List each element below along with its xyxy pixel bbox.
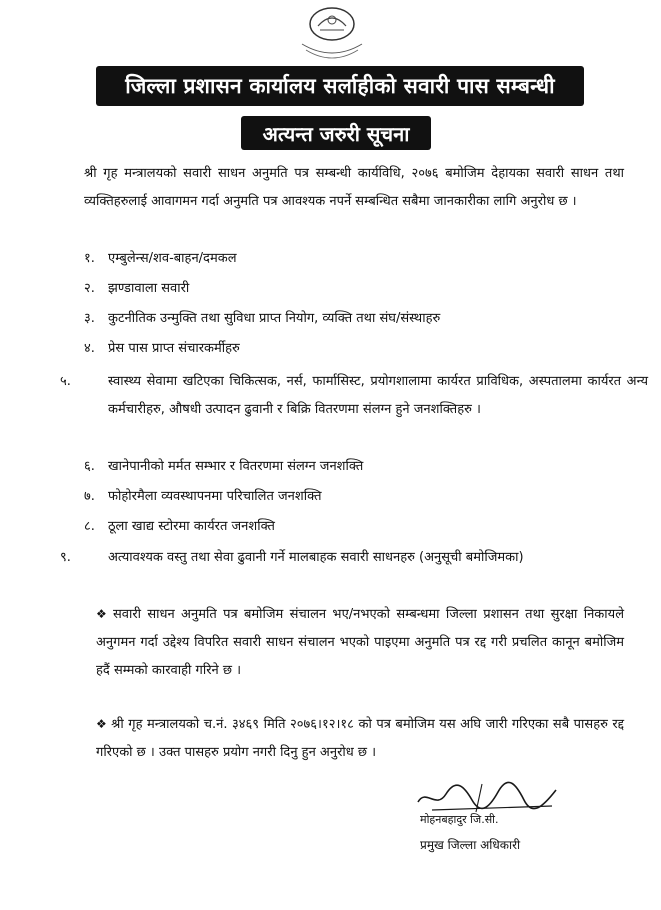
list-item-number: २. — [84, 281, 95, 296]
list-item-text: खानेपानीको मर्मत सम्भार र वितरणमा संलग्न जनशक्ति — [108, 459, 364, 474]
list-item — [84, 484, 624, 510]
list-item-text: कुटनीतिक उन्मुक्ति तथा सुविधा प्राप्त नियोग, व्यक्ति तथा संघ/संस्थाहरु — [108, 311, 441, 326]
handwritten-signature — [412, 780, 562, 816]
notice-title-text: जिल्ला प्रशासन कार्यालय सर्लाहीको सवारी पास सम्बन्धी — [125, 74, 555, 98]
list-item — [84, 514, 624, 540]
notice-subtitle — [241, 116, 431, 150]
list-item-text: झण्डावाला सवारी — [108, 281, 190, 296]
list-item — [60, 544, 648, 572]
diamond-bullet-icon: ❖ — [96, 717, 108, 731]
diamond-bullet-icon: ❖ — [96, 607, 109, 621]
intro-paragraph: श्री गृह मन्त्रालयको सवारी साधन अनुमति पत्र सम्बन्धी कार्यविधि, २०७६ बमोजिम देहायका सवारी साधन तथा व्यक्तिहरुलाई आवागमन गर्दा अनुमति पत्र आवश्यक नपर्ने सम्बन्धित सबैमा जानकारीका लागि अनुरोध छ । — [84, 166, 624, 209]
list-item-number: ४. — [84, 341, 95, 356]
note-text: श्री गृह मन्त्रालयको च.नं. ३४६९ मिति २०७६।१२।१८ को पत्र बमोजिम यस अघि जारी गरिएका सबै पासहरु रद्द गरिएको छ । उक्त पासहरु प्रयोग नगरी दिनु हुन अनुरोध छ । — [96, 717, 624, 760]
list-item-number: ७. — [84, 489, 95, 504]
list-item — [60, 368, 648, 424]
note-text: सवारी साधन अनुमति पत्र बमोजिम संचालन भए/नभएको सम्बन्धमा जिल्ला प्रशासन तथा सुरक्षा निकायले अनुगमन गर्दा उद्देश्य विपरित सवारी साधन संचालन भएको पाइएमा अनुमति पत्र रद्द गरी प्रचलित कानून बमोजिम हदैं सम्मको कारवाही गरिने छ । — [96, 607, 625, 678]
list-item-number: ३. — [84, 311, 95, 326]
signer-title: प्रमुख जिल्ला अधिकारी — [420, 838, 521, 852]
list-item-text: फोहोरमैला व्यवस्थापनमा परिचालित जनशक्ति — [108, 489, 322, 504]
list-item-number: ५. — [60, 374, 71, 389]
notice-title — [96, 66, 584, 106]
list-item-text: एम्बुलेन्स/शव-बाहन/दमकल — [108, 251, 237, 266]
list-item-number: ९. — [60, 550, 71, 565]
list-item-number: ६. — [84, 459, 95, 474]
signer-name: मोहनबहादुर जि.सी. — [420, 813, 499, 826]
government-seal-icon — [290, 4, 374, 68]
list-item-number: ८. — [84, 519, 95, 534]
notice-subtitle-text: अत्यन्त जरुरी सूचना — [262, 121, 410, 146]
list-item — [84, 336, 624, 362]
list-item-number: १. — [84, 251, 95, 266]
list-item-text: स्वास्थ्य सेवामा खटिएका चिकित्सक, नर्स, फार्मासिस्ट, प्रयोगशालामा कार्यरत प्राविधिक, अस्पतालमा कार्यरत अन्य कर्मचारीहरु, औषधी उत्पादन ढुवानी र बिक्रि वितरणमा संलग्न हुने जनशक्तिहरु । — [108, 374, 648, 417]
note-item — [96, 600, 624, 685]
note-item — [96, 710, 624, 767]
list-item — [84, 306, 624, 332]
list-item-text: ठूला खाद्य स्टोरमा कार्यरत जनशक्ति — [108, 519, 275, 534]
list-item — [84, 246, 624, 272]
list-item — [84, 276, 624, 302]
list-item-text: अत्यावश्यक वस्तु तथा सेवा ढुवानी गर्ने मालबाहक सवारी साधनहरु (अनुसूची बमोजिमका) — [108, 550, 524, 565]
list-item — [84, 454, 624, 480]
list-item-text: प्रेस पास प्राप्त संचारकर्मीहरु — [108, 341, 240, 356]
